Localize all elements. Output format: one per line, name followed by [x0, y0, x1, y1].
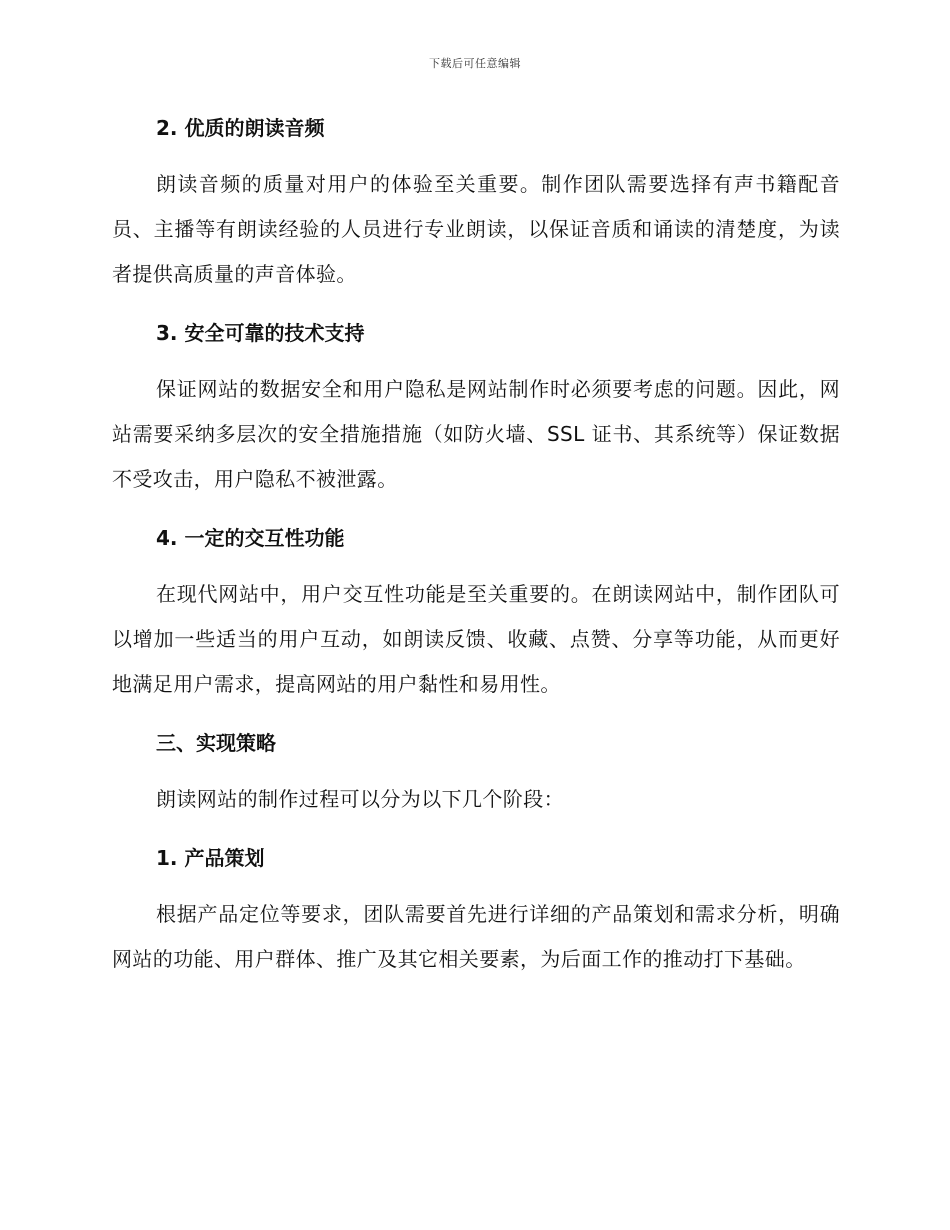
section-heading-security: 3. 安全可靠的技术支持: [156, 321, 365, 345]
section-heading-audio-quality: 2. 优质的朗读音频: [156, 116, 325, 140]
section-heading-implementation-strategy: 三、实现策略: [156, 731, 276, 755]
document-body: [112, 110, 840, 982]
paragraph-security: 保证网站的数据安全和用户隐私是网站制作时必须要考虑的问题。因此，网站需要采纳多层次的安全措施措施（如防火墙、SSL 证书、其系统等）保证数据不受攻击，用户隐私不被泄露。: [112, 377, 840, 491]
paragraph-interactivity: 在现代网站中，用户交互性功能是至关重要的。在朗读网站中，制作团队可以增加一些适当的用户互动，如朗读反馈、收藏、点赞、分享等功能，从而更好地满足用户需求，提高网站的用户黏性和易用性。: [112, 582, 840, 696]
paragraph-product-planning: 根据产品定位等要求，团队需要首先进行详细的产品策划和需求分析，明确网站的功能、用户群体、推广及其它相关要素，为后面工作的推动打下基础。: [112, 902, 840, 971]
paragraph-audio-quality: 朗读音频的质量对用户的体验至关重要。制作团队需要选择有声书籍配音员、主播等有朗读经验的人员进行专业朗读，以保证音质和诵读的清楚度，为读者提供高质量的声音体验。: [112, 172, 840, 286]
section-heading-interactivity: 4. 一定的交互性功能: [156, 526, 345, 550]
section-heading-product-planning: 1. 产品策划: [156, 846, 265, 870]
page-header-note: 下载后可任意编辑: [429, 57, 521, 70]
paragraph-implementation-strategy: 朗读网站的制作过程可以分为以下几个阶段：: [156, 787, 564, 811]
